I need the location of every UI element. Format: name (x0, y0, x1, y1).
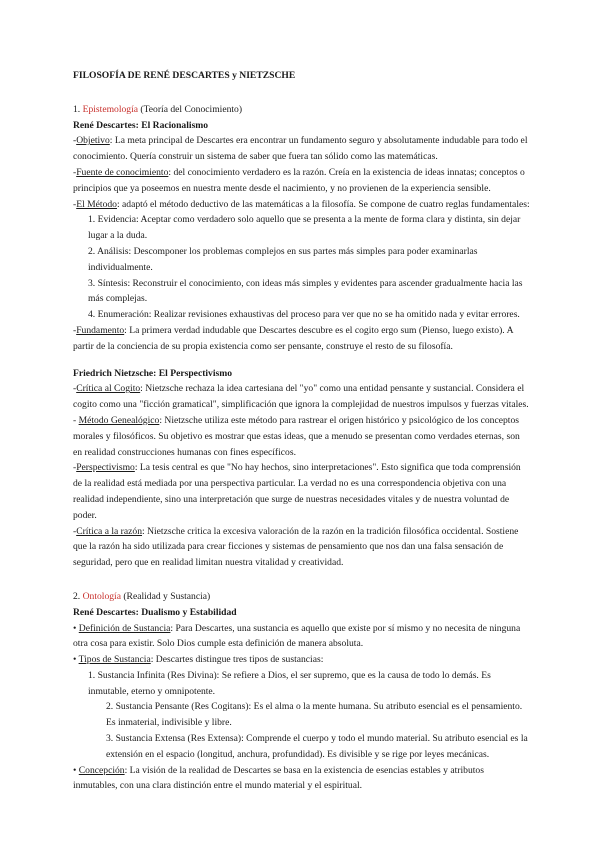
rule-sintesis: 3. Síntesis: Reconstruir el conocimiento, con ideas más simples y evidentes para ascender gradualmente hacia las más complejas. (88, 277, 523, 305)
fuente-paragraph: -Fuente de conocimiento: del conocimiento verdadero es la razón. Creía en la existencia de ideas innatas; conceptos o principios que ya poseemos en nuestra mente desde el nacimiento, y no provienen de la experiencia sensible. (73, 166, 525, 194)
rule-analisis: 2. Análisis: Descomponer los problemas complejos en sus partes más simples para poder examinarlas individualmente. (88, 245, 478, 273)
section-1-heading: 1. Epistemología (Teoría del Conocimiento) (73, 103, 243, 115)
descartes-epistemology-title: René Descartes: El Racionalismo (73, 119, 209, 131)
metodo-genealogico-label: Método Genealógico (78, 414, 160, 426)
sustancia-extensa: 3. Sustancia Extensa (Res Extensa): Comprende el cuerpo y todo el mundo material. Su atributo esencial es la extensión en el espacio (longitud, anchura, profundidad). Es divisible y se rige por leyes mecánicas. (106, 733, 528, 760)
tipos-sustancia-paragraph: • Tipos de Sustancia: Descartes distingue tres tipos de sustancias: (73, 654, 324, 666)
rule-evidencia: 1. Evidencia: Aceptar como verdadero solo aquello que se presenta a la mente de forma clara y distinta, sin dejar lugar a la duda. (88, 214, 521, 242)
concepcion-paragraph: • Concepción: La visión de la realidad de Descartes se basa en la existencia de esencias estables y atributos inmutables, con una clara distinción entre el mundo material y el espiritual. (73, 764, 484, 792)
section-2-keyword: Ontología (82, 590, 121, 602)
sustancia-pensante: 2. Sustancia Pensante (Res Cogitans): Es el alma o la mente humana. Su atributo esencial es el pensamiento. Es inmaterial, indivisible y libre. (106, 701, 523, 729)
definicion-sustancia-paragraph: • Definición de Sustancia: Para Descartes, una sustancia es aquello que existe por sí mismo y no necesita de ninguna otra cosa para existir. Solo Dios cumple esta definición de manera absoluta. (73, 622, 521, 650)
fundamento-paragraph: -Fundamento: La primera verdad indudable que Descartes descubre es el cogito ergo sum (Pienso, luego existo). A partir de la conciencia de su propia existencia como ser pensante, construye el resto de su filosofía. (73, 324, 513, 352)
perspectivismo-label: Perspectivismo (76, 462, 135, 474)
document-title: FILOSOFÍA DE RENÉ DESCARTES y NIETZSCHE (73, 70, 296, 81)
metodo-genealogico-paragraph: - Método Genealógico: Nietzsche utiliza este método para rastrear el origen histórico y psicológico de los conceptos morales y filosóficos. Su objetivo es mostrar que estas ideas, que a menudo se presentan como verdades eternas, son en realidad construcciones humanas con fines específicos. (73, 414, 520, 458)
objetivo-paragraph: -Objetivo: La meta principal de Descartes era encontrar un fundamento seguro y absolutamente indudable para todo el conocimiento. Quería construir un sistema de saber que fuera tan sólido como las matemáticas. (73, 135, 528, 163)
sustancia-infinita: 1. Sustancia Infinita (Res Divina): Se refiere a Dios, el ser supremo, que es la causa de todo lo demás. Es inmutable, eterno y omnipotente. (88, 669, 491, 697)
objetivo-label: Objetivo (76, 135, 110, 147)
concepcion-label: Concepción (78, 764, 125, 776)
metodo-label: El Método (76, 198, 117, 210)
nietzsche-epistemology-title: Friedrich Nietzsche: El Perspectivismo (73, 367, 233, 379)
critica-razon-label: Crítica a la razón (76, 525, 142, 537)
perspectivismo-paragraph: -Perspectivismo: La tesis central es que "No hay hechos, sino interpretaciones". Esto significa que toda comprensión de la realidad está mediada por una perspectiva particular. La verdad no es una correspondencia objetiva con una realidad independiente, sino una interpretación que surge de nuestras necesidades vitales y de nuestra voluntad de poder. (73, 462, 521, 521)
section-2-heading: 2. Ontología (Realidad y Sustancia) (73, 590, 211, 602)
critica-cogito-paragraph: -Crítica al Cogito: Nietzsche rechaza la idea cartesiana del "yo" como una entidad pensante y sustancial. Considera el cogito como una "ficción gramatical", simplificación que ignora la complejidad de nuestros impulsos y fuerzas vitales. (73, 383, 529, 411)
fuente-label: Fuente de conocimiento (76, 166, 169, 178)
descartes-ontology-title: René Descartes: Dualismo y Estabilidad (73, 606, 237, 618)
section-1-keyword: Epistemología (82, 103, 139, 115)
critica-cogito-label: Crítica al Cogito (76, 383, 141, 395)
critica-razon-paragraph: -Crítica a la razón: Nietzsche critica la excesiva valoración de la razón en la tradición filosófica occidental. Sostiene que la razón ha sido utilizada para crear ficciones y sistemas de pensamiento que nos dan una falsa sensación de seguridad, pero que en realidad limitan nuestra vitalidad y creatividad. (73, 525, 519, 569)
metodo-paragraph: -El Método: adaptó el método deductivo de las matemáticas a la filosofía. Se compone de cuatro reglas fundamentales: (73, 198, 530, 210)
fundamento-label: Fundamento (76, 324, 125, 336)
tipos-sustancia-label: Tipos de Sustancia (78, 654, 151, 666)
rule-enumeracion: 4. Enumeración: Realizar revisiones exhaustivas del proceso para ver que no se ha omitido nada y evitar errores. (88, 309, 520, 321)
definicion-sustancia-label: Definición de Sustancia (78, 622, 171, 634)
